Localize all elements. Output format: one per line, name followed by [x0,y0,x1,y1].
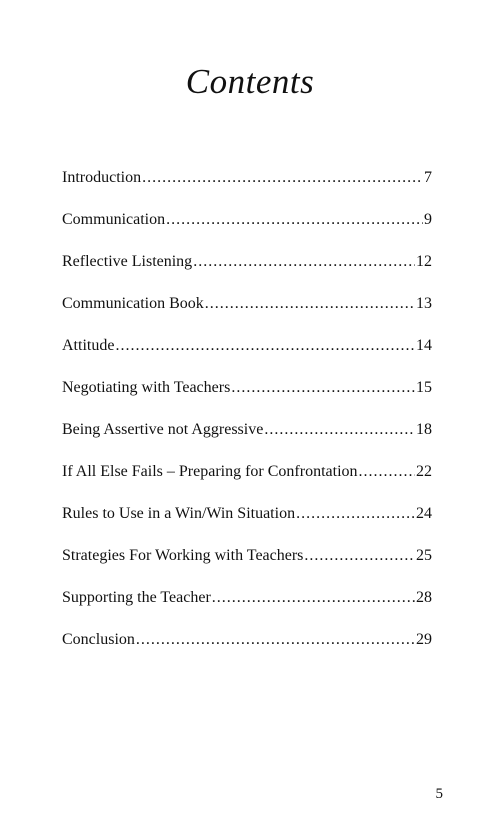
toc-entry-label: Attitude [62,337,115,354]
toc-dot-leader [115,337,415,355]
toc-dot-leader [264,421,415,439]
toc-entry-page: 28 [416,589,432,606]
toc-entry [62,253,432,295]
toc-dot-leader [136,631,415,649]
table-of-contents [62,169,432,673]
toc-dot-leader [231,379,415,397]
toc-entry-label: If All Else Fails – Preparing for Confrontation [62,463,358,480]
toc-entry-page: 12 [416,253,432,270]
toc-entry [62,421,432,463]
toc-entry-page: 18 [416,421,432,438]
toc-entry-label: Reflective Listening [62,253,193,270]
toc-dot-leader [212,589,415,607]
toc-entry [62,169,432,211]
toc-entry-page: 29 [416,631,432,648]
toc-dot-leader [205,295,415,313]
toc-entry-label: Introduction [62,169,142,186]
toc-entry [62,295,432,337]
toc-entry [62,589,432,631]
toc-entry [62,505,432,547]
toc-entry-label: Communication [62,211,166,228]
toc-entry [62,547,432,589]
page-number: 5 [435,786,443,802]
toc-entry [62,379,432,421]
toc-dot-leader [359,463,415,481]
toc-entry-page: 25 [416,547,432,564]
toc-dot-leader [296,505,415,523]
toc-entry-page: 7 [424,169,432,186]
toc-entry-page: 24 [416,505,432,522]
toc-entry-label: Negotiating with Teachers [62,379,231,396]
toc-entry-label: Communication Book [62,295,204,312]
toc-entry [62,631,432,673]
toc-dot-leader [304,547,415,565]
toc-entry [62,463,432,505]
toc-dot-leader [142,169,423,187]
toc-entry-label: Conclusion [62,631,135,648]
toc-entry-page: 14 [416,337,432,354]
toc-entry-page: 15 [416,379,432,396]
toc-entry-page: 9 [424,211,432,228]
toc-entry-label: Being Assertive not Aggressive [62,421,264,438]
toc-dot-leader [166,211,423,229]
toc-entry-page: 22 [416,463,432,480]
toc-entry [62,337,432,379]
toc-entry-label: Supporting the Teacher [62,589,211,606]
toc-entry-page: 13 [416,295,432,312]
page-title: Contents [185,62,315,101]
toc-entry-label: Rules to Use in a Win/Win Situation [62,505,296,522]
toc-entry [62,211,432,253]
toc-entry-label: Strategies For Working with Teachers [62,547,304,564]
toc-dot-leader [193,253,415,271]
